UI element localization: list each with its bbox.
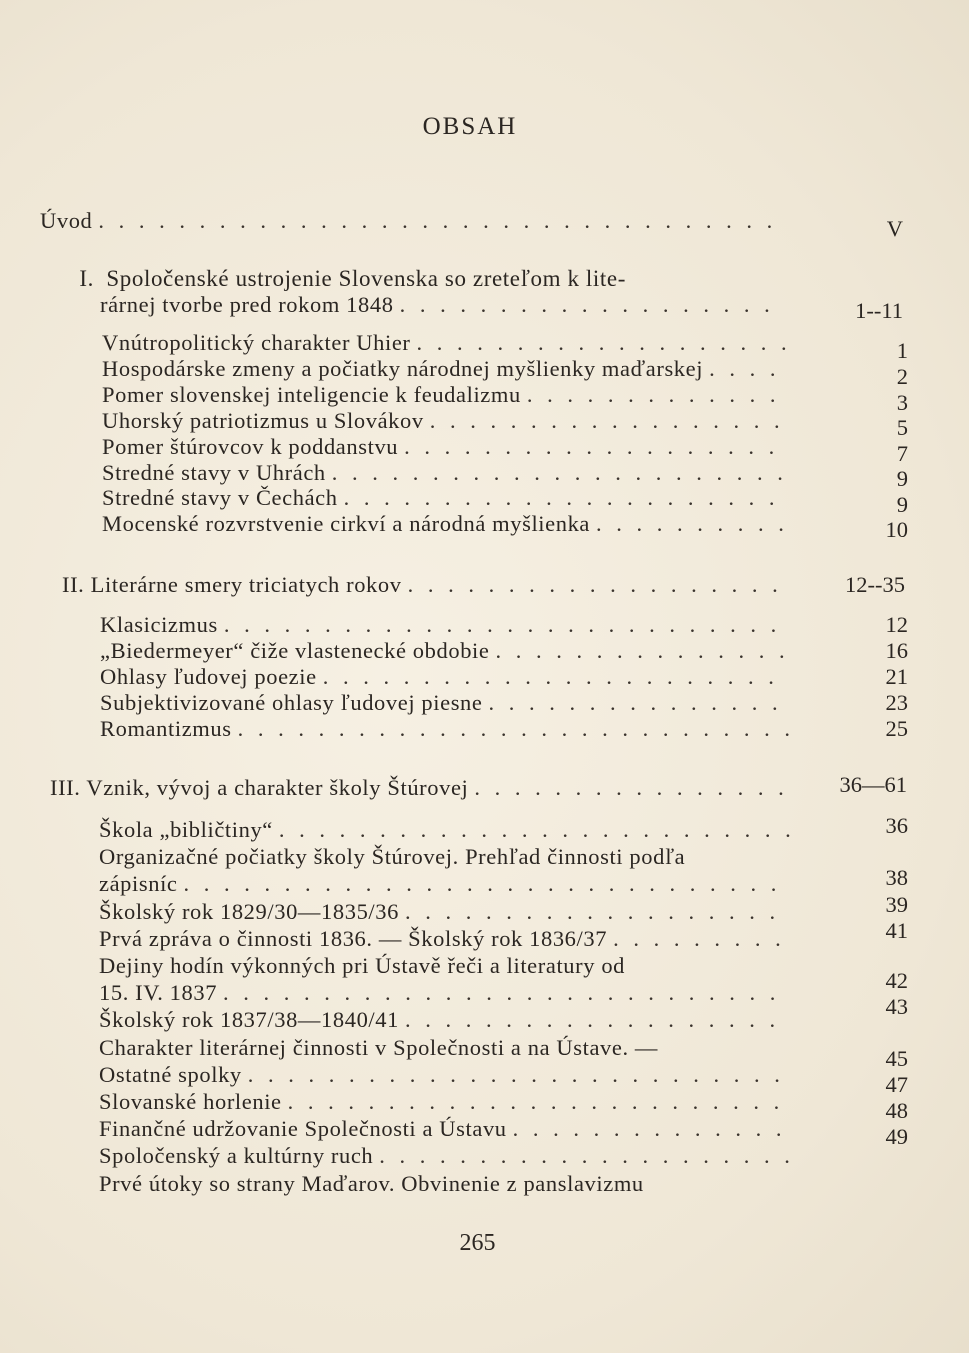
- toc-item-page: 39: [885, 892, 908, 917]
- toc-item: [99, 953, 790, 979]
- toc-item: [102, 382, 790, 408]
- toc-item: [99, 1171, 790, 1197]
- leader-dots: [405, 899, 790, 925]
- chapter-page-range: 36—61: [839, 772, 907, 797]
- toc-item: [99, 899, 790, 925]
- toc-item-title: Pomer štúrovcov k poddanstvu: [102, 433, 399, 459]
- chapter-1-title-line-2: [100, 292, 785, 318]
- toc-item-page: 7: [896, 441, 908, 466]
- toc-item-title: Škola „bibličtiny“: [99, 817, 273, 842]
- toc-item: [102, 485, 790, 511]
- toc-item-page: 45: [885, 1046, 908, 1071]
- chapter-page-range: 12--35: [845, 572, 905, 597]
- chapter-numeral: III.: [50, 775, 81, 800]
- toc-item-page: 47: [885, 1072, 908, 1097]
- toc-item-page: 43: [885, 994, 908, 1019]
- toc-item: [99, 1035, 790, 1061]
- toc-item: [100, 716, 790, 742]
- chapter-3-heading: [50, 775, 785, 801]
- leader-dots: [417, 330, 791, 356]
- toc-item: [99, 1089, 790, 1115]
- toc-item: [102, 356, 790, 382]
- toc-item-title: Finančné udržovanie Společnosti a Ústavu: [99, 1116, 507, 1142]
- toc-item: [102, 408, 790, 434]
- toc-item-page: 10: [885, 517, 908, 542]
- leader-dots: [596, 511, 790, 537]
- toc-item-page: 12: [885, 612, 908, 637]
- toc-item: [100, 664, 790, 690]
- toc-item: [102, 460, 790, 486]
- toc-item-page: 21: [885, 664, 908, 689]
- toc-item: [100, 690, 790, 716]
- toc-item-title: Školský rok 1837/38—1840/41: [99, 1007, 399, 1033]
- chapter-numeral: II.: [62, 572, 85, 597]
- toc-item: [99, 926, 790, 952]
- leader-dots: [288, 1089, 790, 1115]
- toc-item: [102, 511, 790, 537]
- toc-item-title: Charakter literárnej činnosti v Společnosti a na Ústave. —: [99, 1034, 659, 1060]
- toc-entry-page: V: [886, 216, 903, 241]
- leader-dots: [489, 690, 791, 716]
- leader-dots: [344, 485, 790, 511]
- chapter-numeral: I.: [79, 266, 94, 291]
- chapter-1-heading: [70, 266, 626, 292]
- toc-item: [99, 1007, 790, 1033]
- toc-item-title: Uhorský patriotizmus u Slovákov: [102, 407, 424, 433]
- toc-item: [99, 1143, 790, 1169]
- toc-item-title: Dejiny hodín výkonných pri Ústavě řeči a literatury od: [99, 953, 626, 978]
- leader-dots: [430, 408, 790, 434]
- leader-dots: [248, 1062, 790, 1088]
- toc-item-page: 42: [885, 968, 908, 993]
- chapter-title-line: Spoločenské ustrojenie Slovenska so zreteľom k lite-: [106, 266, 626, 291]
- toc-item-title: Slovanské horlenie: [99, 1089, 282, 1114]
- toc-item-title: Spoločenský a kultúrny ruch: [99, 1143, 374, 1169]
- chapter-2-heading: [62, 572, 785, 598]
- leader-dots: [495, 638, 790, 664]
- leader-dots: [238, 716, 790, 742]
- toc-item: [99, 844, 790, 870]
- toc-entry-uvod: [40, 208, 785, 234]
- toc-item-title: Stredné stavy v Uhrách: [102, 459, 326, 485]
- toc-item-page: 48: [885, 1098, 908, 1123]
- toc-item-page: 23: [885, 690, 908, 715]
- toc-item-title: Vnútropolitický charakter Uhier: [102, 330, 411, 355]
- leader-dots: [404, 434, 790, 460]
- toc-item-page: 36: [885, 813, 908, 838]
- leader-dots: [474, 775, 785, 801]
- leader-dots: [405, 1007, 790, 1033]
- toc-item-page: 5: [896, 415, 908, 440]
- toc-item-page: 9: [896, 466, 908, 491]
- toc-item-page: 49: [885, 1124, 908, 1149]
- toc-item-title: Stredné stavy v Čechách: [102, 485, 338, 511]
- page-title: OBSAH: [422, 113, 518, 140]
- page-number: 265: [459, 1230, 496, 1256]
- toc-item-title: „Biedermeyer“ čiže vlastenecké obdobie: [100, 638, 490, 663]
- toc-item-page: 9: [896, 492, 908, 517]
- toc-item-title: Prvá zpráva o činnosti 1836. — Školský rok 1836/37: [99, 925, 608, 951]
- toc-item: [100, 612, 790, 638]
- toc-item-title: Ostatné spolky: [99, 1061, 242, 1087]
- leader-dots: [527, 382, 790, 408]
- toc-item-title: Romantizmus: [100, 716, 232, 741]
- toc-item-page: 38: [885, 865, 908, 890]
- leader-dots: [279, 817, 790, 843]
- toc-entry-title: rárnej tvorbe pred rokom 1848: [100, 292, 394, 317]
- toc-item-page: 1: [896, 338, 908, 363]
- leader-dots: [513, 1116, 790, 1142]
- toc-item-title: Pomer slovenskej inteligencie k feudalizmu: [102, 381, 521, 407]
- toc-item-title: Klasicizmus: [100, 612, 218, 637]
- leader-dots: [223, 980, 790, 1006]
- leader-dots: [98, 208, 785, 234]
- toc-item-title: Mocenské rozvrstvenie cirkví a národná myšlienka: [102, 511, 591, 537]
- leader-dots: [184, 871, 790, 897]
- toc-item: [102, 330, 790, 356]
- leader-dots: [224, 612, 790, 638]
- toc-item-page: 2: [896, 364, 908, 389]
- toc-item: [99, 817, 790, 843]
- toc-item: [102, 434, 790, 460]
- chapter-title: Literárne smery triciatych rokov: [90, 572, 402, 597]
- leader-dots: [332, 460, 790, 486]
- toc-item-title: Ohlasy ľudovej poezie: [100, 664, 317, 689]
- leader-dots: [613, 926, 790, 952]
- leader-dots: [408, 572, 785, 598]
- toc-item-title: Prvé útoky so strany Maďarov. Obvinenie z panslavizmu: [99, 1170, 644, 1196]
- toc-item-title: 15. IV. 1837: [99, 980, 218, 1006]
- leader-dots: [400, 292, 785, 318]
- toc-item-page: 25: [885, 716, 908, 741]
- toc-item: [99, 1116, 790, 1142]
- toc-item: [100, 638, 790, 664]
- toc-item-page: 3: [896, 390, 908, 415]
- toc-item: [99, 871, 790, 897]
- chapter-page-range: 1--11: [855, 298, 903, 323]
- toc-item-title: Školský rok 1829/30—1835/36: [99, 898, 399, 924]
- toc-entry-title: Úvod: [40, 208, 93, 233]
- toc-item-page: 16: [885, 638, 908, 663]
- toc-item: [99, 980, 790, 1006]
- toc-item-page: 41: [885, 918, 908, 943]
- toc-item: [99, 1062, 790, 1088]
- leader-dots: [323, 664, 790, 690]
- chapter-title: Vznik, vývoj a charakter školy Štúrovej: [86, 775, 469, 800]
- toc-item-title: zápisníc: [99, 871, 178, 897]
- toc-item-title: Organizačné počiatky školy Štúrovej. Prehľad činnosti podľa: [99, 844, 686, 870]
- toc-item-title: Subjektivizované ohlasy ľudovej piesne: [100, 690, 483, 715]
- leader-dots: [379, 1143, 790, 1169]
- toc-item-title: Hospodárske zmeny a počiatky národnej myšlienky maďarskej: [102, 355, 704, 381]
